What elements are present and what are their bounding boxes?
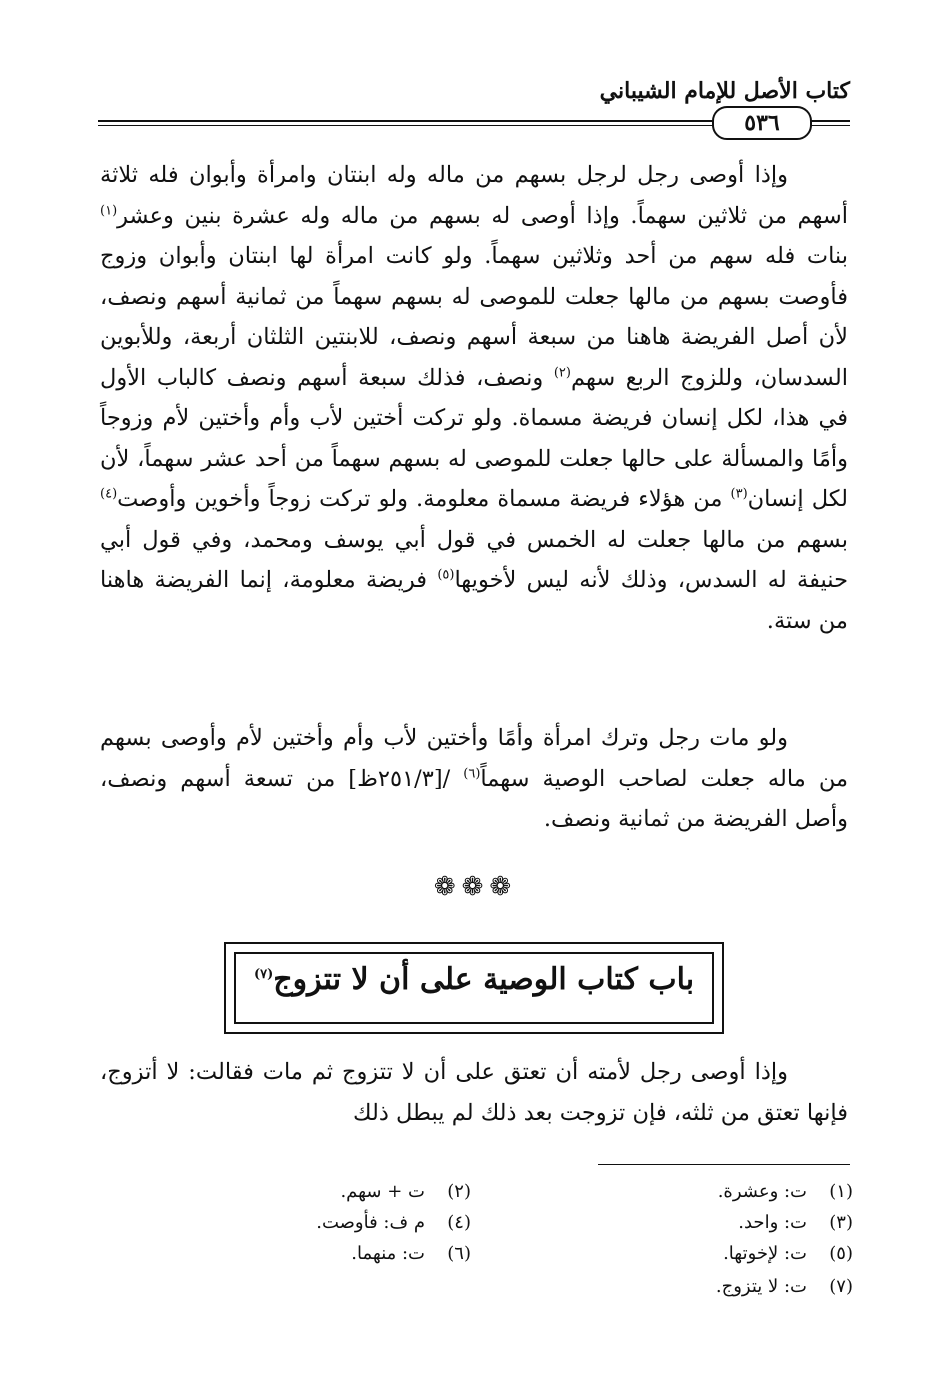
- paragraph-1: [100, 155, 848, 641]
- footnote-ref: (٢): [553, 365, 571, 380]
- paragraph-2: [100, 718, 848, 840]
- footnote-ref: (٥): [437, 567, 455, 583]
- footnote-rule: [598, 1164, 850, 1165]
- paragraph-text: فريضة معلومة، إنما الفريضة هاهنا من ستة.: [100, 567, 848, 634]
- footnote-item: (٧)ت: لا يتزوج.: [715, 1276, 853, 1297]
- chapter-title: [226, 962, 722, 997]
- footnote-ref: (٣): [730, 486, 748, 502]
- footnote-item: (١)ت: وعشرة.: [717, 1181, 853, 1202]
- footnote-ref: (٦): [463, 766, 481, 781]
- footnote-item: (٥)ت: لإخوتها.: [723, 1243, 853, 1264]
- paragraph-text: وإذا أوصى رجل لرجل بسهم من ماله وله ابنتان وامرأة وأبوان فله ثلاثة أسهم من ثلاثين سهماً. وإذا أوصى له بسهم من ماله وله عشرة بنين وعشر: [100, 162, 848, 229]
- footnote-item: (٢)ت + سهم.: [340, 1181, 471, 1202]
- paragraph-text: وإذا أوصى رجل لأمته أن تعتق على أن لا تتزوج ثم مات فقالت: لا أتزوج، فإنها تعتق من ثلثه، فإن تزوجت بعد ذلك لم يبطل ذلك: [100, 1059, 848, 1126]
- footnote-item: (٦)ت: منهما.: [351, 1243, 471, 1264]
- paragraph-text: /[٢٥١/٣ظ] من تسعة أسهم ونصف، وأصل الفريضة من ثمانية ونصف.: [100, 765, 848, 832]
- paragraph-text: ونصف، فذلك سبعة أسهم ونصف كالباب الأول في هذا، لكل إنسان فريضة مسماة. ولو تركت أختين لأب وأم وأختين لأم وزوجاً وأمًا والمسألة على حالها جعلت للموصى له بسهم سهماً من أحد عشر سهماً، لأن لكل إنسان: [100, 364, 849, 512]
- paragraph-text: من هؤلاء فريضة مسماة معلومة. ولو تركت زوجاً وأخوين وأوصت: [117, 486, 731, 512]
- paragraph-text: بسهم من مالها جعلت له الخمس في قول أبي يوسف ومحمد، وفي قول أبي حنيفة له السدس، وذلك لأنه ليس لأخويها: [100, 526, 848, 593]
- footnote-item: (٤)م ف: فأوصت.: [316, 1212, 471, 1233]
- chapter-heading-frame: [224, 942, 724, 1034]
- chapter-title-text: باب كتاب الوصية على أن لا تتزوج: [273, 962, 695, 997]
- footnote-ref: (٤): [100, 486, 118, 502]
- paragraph-text: ولو مات رجل وترك امرأة وأمًا وأختين لأب وأم وأختين لأم وأوصى بسهم من ماله جعلت لصاحب الوصية سهماً: [100, 725, 848, 792]
- section-separator: ❁❁❁: [433, 872, 518, 902]
- paragraph-text: بنات فله سهم من أحد وثلاثين سهماً. ولو كانت امرأة لها ابنتان وأبوان وزوج فأوصت بسهم من مالها جعلت للموصى له بسهم سهماً من ثمانية أسهم ونصف، لأن أصل الفريضة هاهنا من سبعة أسهم ونصف، للابنتين الثلثان أربعة، وللأبوين السدسان، وللزوج الربع سهم: [100, 243, 848, 391]
- paragraph-3: [100, 1052, 848, 1133]
- page-number: ٥٣٦: [712, 106, 812, 140]
- footnote-item: (٣)ت: واحد.: [738, 1212, 853, 1233]
- footnote-ref: (٧): [253, 967, 274, 982]
- footnote-ref: (١): [100, 203, 118, 218]
- book-title: كتاب الأصل للإمام الشيباني: [599, 78, 850, 104]
